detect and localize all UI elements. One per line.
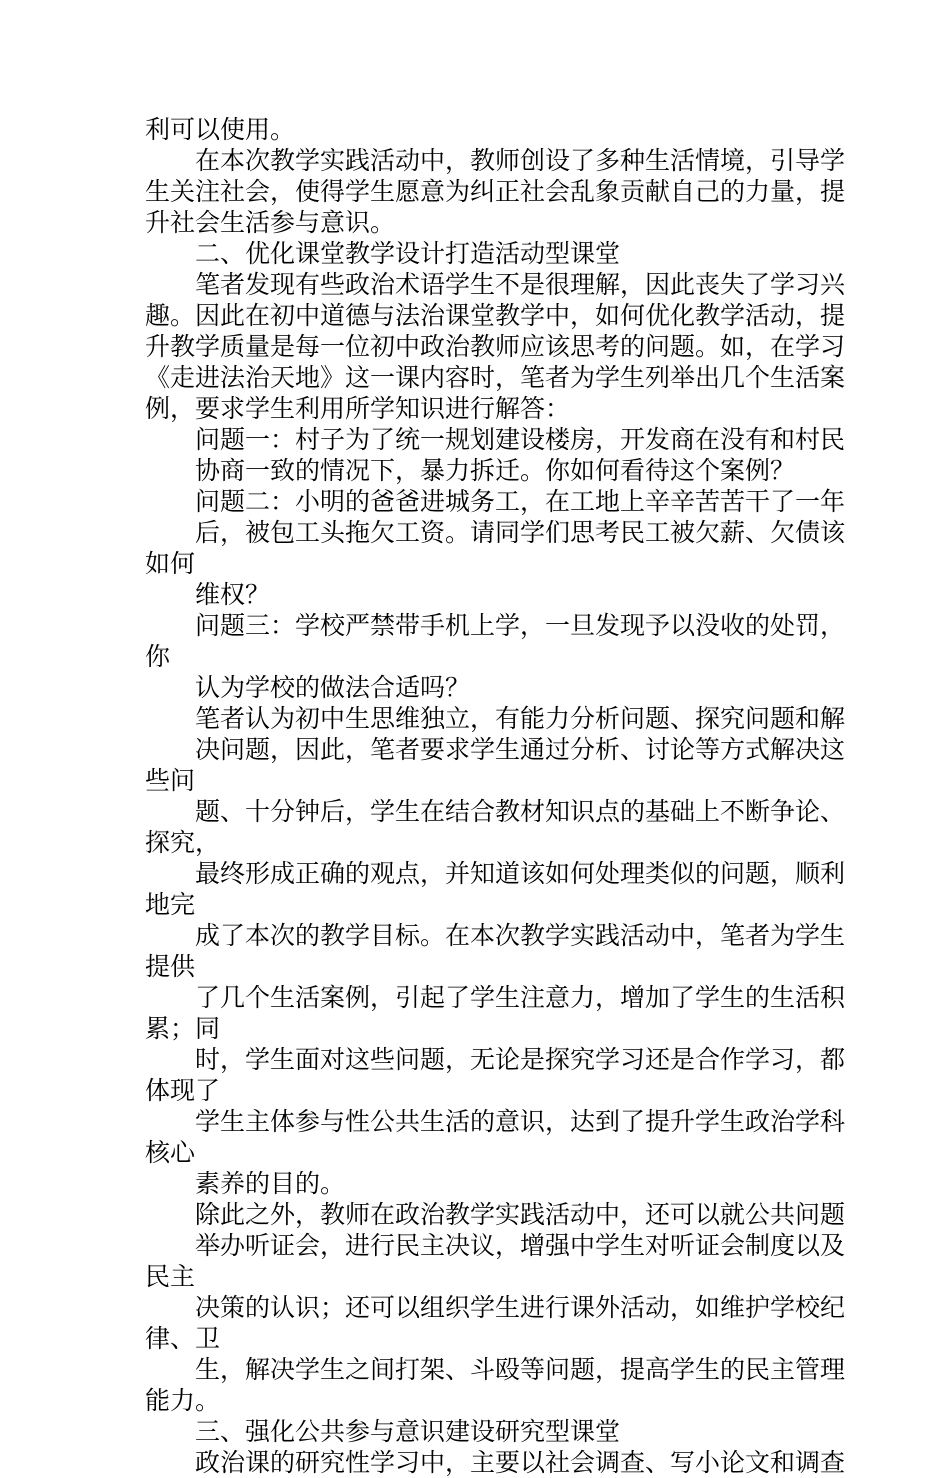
text-line: 问题三：学校严禁带手机上学，一旦发现予以没收的处罚， [195,611,846,640]
text-line: 利可以使用。 [145,115,296,144]
text-line: 了几个生活案例，引起了学生注意力，增加了学生的生活积 [195,983,846,1012]
text-line: 探究， [145,828,221,857]
text-line: 认为学校的做法合适吗？ [195,673,471,702]
text-line: 政治课的研究性学习中，主要以社会调查、写小论文和调查 [195,1448,846,1477]
text-line: 地完 [145,890,196,919]
text-line: 生，解决学生之间打架、斗殴等问题，提高学生的民主管理 [195,1355,846,1384]
text-line: 趣。因此在初中道德与法治课堂教学中，如何优化教学活动，提 [145,301,846,330]
text-line: 律、卫 [145,1324,221,1353]
text-line: 最终形成正确的观点，并知道该如何处理类似的问题，顺利 [195,859,846,888]
text-line: 协商一致的情况下，暴力拆迁。你如何看待这个案例？ [195,456,796,485]
text-line: 除此之外，教师在政治教学实践活动中，还可以就公共问题 [195,1200,846,1229]
text-line: 核心 [145,1138,196,1167]
text-line: 笔者发现有些政治术语学生不是很理解，因此丧失了学习兴 [195,270,846,299]
text-line: 例，要求学生利用所学知识进行解答： [145,394,571,423]
text-line: 你 [145,642,171,671]
text-line: 素养的目的。 [195,1169,346,1198]
text-line: 成了本次的教学目标。在本次教学实践活动中，笔者为学生 [195,921,846,950]
text-line: 二、优化课堂教学设计打造活动型课堂 [195,239,621,268]
text-line: 三、强化公共参与意识建设研究型课堂 [195,1417,621,1446]
text-line: 维权？ [195,580,271,609]
text-line: 如何 [145,549,196,578]
text-line: 体现了 [145,1076,221,1105]
text-line: 举办听证会，进行民主决议，增强中学生对听证会制度以及 [195,1231,846,1260]
text-line: 决问题，因此，笔者要求学生通过分析、讨论等方式解决这 [195,735,846,764]
text-line: 时，学生面对这些问题，无论是探究学习还是合作学习，都 [195,1045,846,1074]
text-line: 升教学质量是每一位初中政治教师应该思考的问题。如，在学习 [145,332,846,361]
text-line: 提供 [145,952,196,981]
text-line: 后，被包工头拖欠工资。请同学们思考民工被欠薪、欠债该 [195,518,846,547]
text-line: 累；同 [145,1014,221,1043]
text-line: 《走进法治天地》这一课内容时，笔者为学生列举出几个生活案 [145,363,846,392]
text-line: 学生主体参与性公共生活的意识，达到了提升学生政治学科 [195,1107,846,1136]
text-line: 些问 [145,766,196,795]
text-line: 民主 [145,1262,196,1291]
text-line: 在本次教学实践活动中，教师创设了多种生活情境，引导学 [195,146,846,175]
text-line: 生关注社会，使得学生愿意为纠正社会乱象贡献自己的力量，提 [145,177,846,206]
text-line: 升社会生活参与意识。 [145,208,396,237]
text-line: 能力。 [145,1386,221,1415]
text-line: 题、十分钟后，学生在结合教材知识点的基础上不断争论、 [195,797,846,826]
text-line: 问题一：村子为了统一规划建设楼房，开发商在没有和村民 [195,425,846,454]
text-line: 笔者认为初中生思维独立，有能力分析问题、探究问题和解 [195,704,846,733]
text-line: 问题二：小明的爸爸进城务工，在工地上辛辛苦苦干了一年 [195,487,846,516]
document-body [145,114,846,1478]
text-line: 决策的认识；还可以组织学生进行课外活动，如维护学校纪 [195,1293,846,1322]
